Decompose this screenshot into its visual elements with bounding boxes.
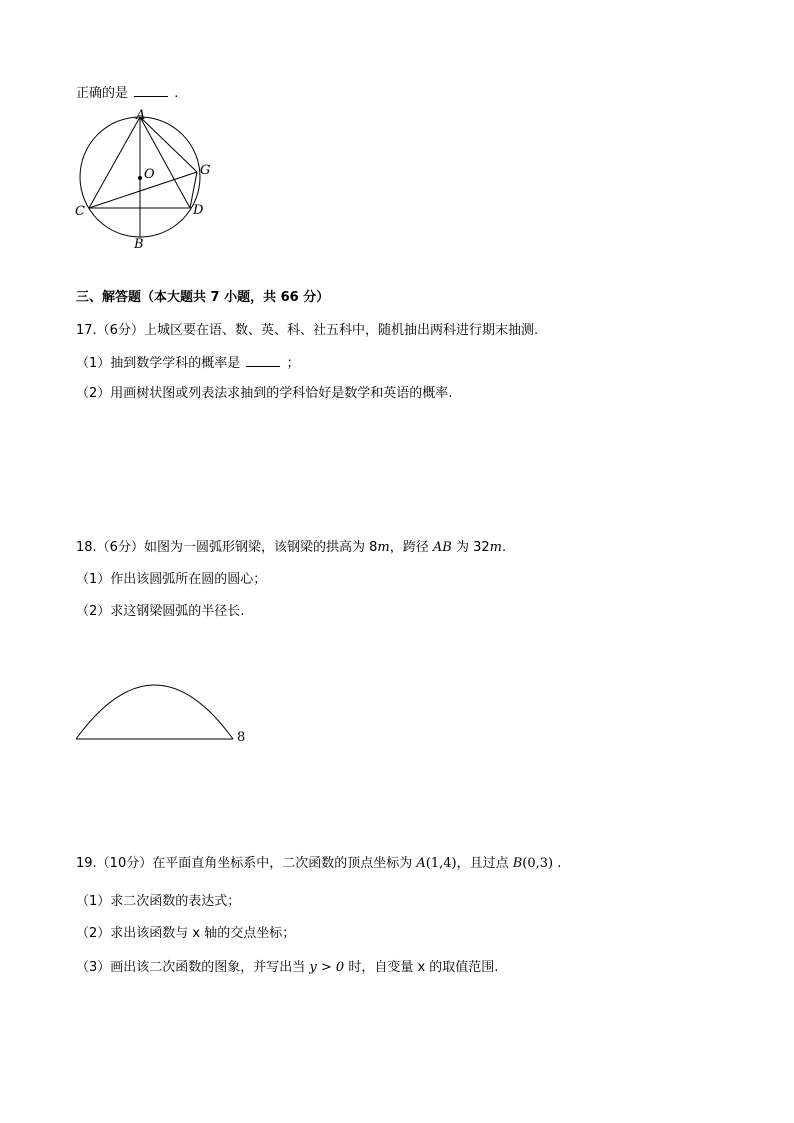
unit-m: m (489, 540, 502, 555)
label-a: A (136, 108, 146, 123)
q17-part2: （2）用画树状图或列表法求抽到的学科恰好是数学和英语的概率. (76, 386, 453, 401)
label-c: C (75, 204, 85, 219)
q19-part3 (76, 959, 498, 977)
q19-stem-c: . (557, 856, 562, 871)
span-ab: AB (432, 540, 452, 555)
q18-stem-b: ，跨径 (389, 540, 429, 555)
label-8: 8 (237, 730, 246, 745)
arc-beam (76, 685, 233, 739)
q19-part3-b: 时，自变量 x 的取值范围. (348, 960, 499, 975)
fragment-end: . (174, 86, 179, 101)
label-o: O (144, 167, 155, 182)
q18-stem-c: 为 32 (455, 540, 490, 555)
vertex-label: A (416, 856, 426, 871)
label-g: G (200, 163, 211, 178)
condition: y > 0 (309, 960, 345, 975)
q18-stem-d: . (501, 540, 507, 555)
q17-stem: 17.（6分）上城区要在语、数、英、科、社五科中，随机抽出两科进行期末抽测. (76, 323, 539, 338)
q17-part1-end: ； (286, 356, 300, 371)
q18-stem-a: 18.（6分）如图为一圆弧形钢梁，该钢梁的拱高为 8 (76, 540, 378, 555)
unit-m: m (377, 540, 390, 555)
q18-part1: （1）作出该圆弧所在圆的圆心； (76, 572, 267, 587)
label-b: B (134, 237, 144, 252)
section-three-title: 三、解答题（本大题共 7 小题，共 66 分） (76, 290, 330, 305)
label-d: D (193, 203, 204, 218)
vertex-coords: (1,4) (425, 856, 457, 871)
q19-part2: （2）求出该函数与 x 轴的交点坐标； (76, 926, 296, 941)
q19-stem-a: 19.（10分）在平面直角坐标系中，二次函数的顶点坐标为 (76, 856, 413, 871)
q18-part2: （2）求这钢梁圆弧的半径长. (76, 604, 245, 619)
q19-part1: （1）求二次函数的表达式； (76, 894, 241, 909)
point-coords: (0,3) (522, 856, 554, 871)
q19-part3-a: （3）画出该二次函数的图象，并写出当 (76, 960, 306, 975)
fragment-text: 正确的是 (76, 86, 129, 101)
q19-stem (76, 855, 561, 873)
q19-stem-b: ，且过点 (456, 856, 509, 871)
q17-part1-text: （1）抽到数学学科的概率是 (76, 356, 241, 371)
point-label: B (512, 856, 523, 871)
